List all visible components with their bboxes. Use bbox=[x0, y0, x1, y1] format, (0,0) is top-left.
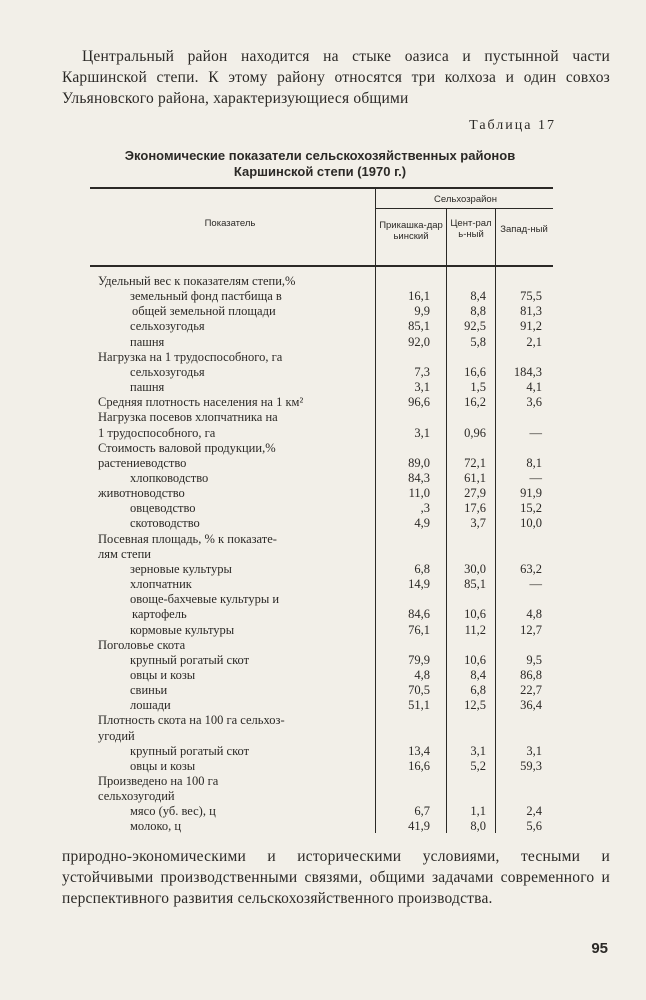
value-prikashkadarya: 84,6 bbox=[408, 607, 430, 622]
value-western: — bbox=[529, 577, 542, 591]
value-prikashkadarya: 16,1 bbox=[408, 289, 430, 304]
value-western: 15,2 bbox=[520, 501, 542, 516]
group-header-rule bbox=[376, 208, 553, 209]
table-row bbox=[0, 592, 646, 606]
row-label: скотоводство bbox=[130, 516, 200, 531]
value-central: 8,0 bbox=[470, 819, 486, 834]
row-label: 1 трудоспособного, га bbox=[98, 425, 216, 440]
intro-paragraph: Центральный район находится на стыке оазиса и пустынной части Каршинской степи. К этому району относятся три колхоза и один совхоз Ульяновского района, характеризующиеся общими bbox=[62, 48, 610, 107]
value-prikashkadarya: 76,1 bbox=[408, 622, 430, 637]
value-central: 3,7 bbox=[470, 516, 486, 531]
table-row bbox=[0, 532, 646, 546]
closing-paragraph: природно-экономическими и историческими условиями, тесными и устойчивыми производственными связями, общими задачами современного и перспективного развития сельскохозяйственного производства. bbox=[62, 848, 610, 907]
row-label: растениеводство bbox=[98, 455, 187, 470]
value-central: 61,1 bbox=[464, 471, 486, 485]
table-top-rule bbox=[90, 187, 553, 189]
value-prikashkadarya: 6,8 bbox=[414, 561, 430, 576]
table-row bbox=[0, 653, 646, 667]
value-prikashkadarya: 16,6 bbox=[408, 758, 430, 773]
value-western: 81,3 bbox=[520, 304, 542, 319]
row-label: свиньи bbox=[130, 683, 168, 697]
row-label: крупный рогатый скот bbox=[130, 743, 250, 758]
table-row bbox=[0, 486, 646, 500]
value-central: 10,6 bbox=[464, 607, 486, 622]
table-row bbox=[0, 350, 646, 364]
value-central: 8,4 bbox=[470, 289, 486, 304]
value-central: 1,5 bbox=[470, 380, 486, 395]
value-central: 0,96 bbox=[464, 425, 486, 440]
value-central: 30,0 bbox=[464, 561, 486, 576]
table-row bbox=[0, 456, 646, 470]
value-western: — bbox=[529, 471, 542, 485]
value-central: 72,1 bbox=[464, 455, 486, 470]
value-prikashkadarya: 4,9 bbox=[414, 516, 430, 531]
value-western: 59,3 bbox=[520, 758, 542, 773]
row-label: картофель bbox=[132, 607, 187, 622]
value-prikashkadarya: 89,0 bbox=[408, 455, 430, 470]
row-label: сельхозугодья bbox=[130, 319, 205, 334]
value-western: 184,3 bbox=[513, 364, 542, 379]
row-label: крупный рогатый скот bbox=[130, 652, 250, 667]
table-row bbox=[0, 395, 646, 409]
row-label: Удельный вес к показателям степи,% bbox=[98, 274, 296, 288]
value-western: 2,4 bbox=[526, 804, 542, 819]
table-row bbox=[0, 759, 646, 773]
value-western: 3,1 bbox=[526, 743, 542, 758]
col-header-indicator: Показатель bbox=[204, 218, 256, 229]
table-row bbox=[0, 804, 646, 818]
table-row bbox=[0, 819, 646, 833]
table-number: Таблица 17 bbox=[469, 118, 556, 133]
value-prikashkadarya: 9,9 bbox=[414, 304, 430, 319]
table-row bbox=[0, 304, 646, 318]
value-prikashkadarya: 6,7 bbox=[414, 804, 430, 819]
table-row bbox=[0, 562, 646, 576]
value-western: 8,1 bbox=[526, 455, 542, 470]
row-label: овцы и козы bbox=[130, 758, 196, 773]
value-central: 5,2 bbox=[470, 758, 486, 773]
page-number: 95 bbox=[591, 940, 608, 957]
value-western: 36,4 bbox=[520, 698, 542, 713]
value-prikashkadarya: 84,3 bbox=[408, 471, 430, 485]
row-label: лям степи bbox=[98, 546, 151, 561]
value-western: 22,7 bbox=[520, 683, 542, 697]
value-western: — bbox=[529, 425, 542, 440]
value-western: 2,1 bbox=[526, 334, 542, 349]
value-western: 63,2 bbox=[520, 561, 542, 576]
row-label: Средняя плотность населения на 1 км² bbox=[98, 395, 304, 410]
table-row bbox=[0, 789, 646, 803]
col-header-central: Цент-раль-ный bbox=[450, 218, 492, 240]
table-row bbox=[0, 441, 646, 455]
table-row bbox=[0, 365, 646, 379]
row-label: зерновые культуры bbox=[130, 561, 232, 576]
table-row bbox=[0, 516, 646, 530]
value-central: 27,9 bbox=[464, 486, 486, 501]
value-central: 16,2 bbox=[464, 395, 486, 410]
table-row bbox=[0, 274, 646, 288]
row-label: Стоимость валовой продукции,% bbox=[98, 440, 276, 455]
table-row bbox=[0, 744, 646, 758]
row-label: мясо (уб. вес), ц bbox=[130, 804, 216, 819]
value-prikashkadarya: 85,1 bbox=[408, 319, 430, 334]
value-central: 8,8 bbox=[470, 304, 486, 319]
value-prikashkadarya: 13,4 bbox=[408, 743, 430, 758]
value-western: 12,7 bbox=[520, 622, 542, 637]
row-label: общей земельной площади bbox=[132, 304, 276, 319]
value-prikashkadarya: 3,1 bbox=[414, 380, 430, 395]
table-row bbox=[0, 638, 646, 652]
value-prikashkadarya: ,3 bbox=[420, 501, 430, 516]
value-prikashkadarya: 70,5 bbox=[408, 683, 430, 697]
table-title: Экономические показатели сельскохозяйственных районов Каршинской степи (1970 г.) bbox=[124, 148, 516, 179]
value-central: 11,2 bbox=[464, 622, 486, 637]
row-label: животноводство bbox=[98, 486, 185, 501]
table-row bbox=[0, 668, 646, 682]
value-central: 5,8 bbox=[470, 334, 486, 349]
row-label: сельхозугодья bbox=[130, 364, 205, 379]
value-central: 8,4 bbox=[470, 667, 486, 682]
table-row bbox=[0, 698, 646, 712]
value-western: 4,1 bbox=[526, 380, 542, 395]
row-label: молоко, ц bbox=[130, 819, 182, 834]
table-row bbox=[0, 410, 646, 424]
table-row bbox=[0, 501, 646, 515]
row-label: Посевная площадь, % к показате- bbox=[98, 531, 277, 546]
table-row bbox=[0, 319, 646, 333]
row-label: пашня bbox=[130, 334, 165, 349]
value-prikashkadarya: 41,9 bbox=[408, 819, 430, 834]
value-prikashkadarya: 92,0 bbox=[408, 334, 430, 349]
value-central: 1,1 bbox=[470, 804, 486, 819]
value-western: 3,6 bbox=[526, 395, 542, 410]
value-central: 3,1 bbox=[470, 743, 486, 758]
row-label: овцы и козы bbox=[130, 667, 196, 682]
row-label: пашня bbox=[130, 380, 165, 395]
value-western: 9,5 bbox=[526, 652, 542, 667]
value-central: 92,5 bbox=[464, 319, 486, 334]
value-prikashkadarya: 7,3 bbox=[414, 364, 430, 379]
value-prikashkadarya: 51,1 bbox=[408, 698, 430, 713]
row-label: сельхозугодий bbox=[98, 789, 175, 804]
table-row bbox=[0, 335, 646, 349]
value-western: 75,5 bbox=[520, 289, 542, 304]
value-western: 91,9 bbox=[520, 486, 542, 501]
table-row bbox=[0, 380, 646, 394]
value-western: 86,8 bbox=[520, 667, 542, 682]
col-header-western: Запад-ный bbox=[500, 224, 548, 235]
table-row bbox=[0, 426, 646, 440]
value-central: 17,6 bbox=[464, 501, 486, 516]
row-label: хлопководство bbox=[130, 471, 209, 485]
value-central: 10,6 bbox=[464, 652, 486, 667]
table-row bbox=[0, 577, 646, 591]
col-header-group: Сельхозрайон bbox=[434, 194, 497, 205]
row-label: Поголовье скота bbox=[98, 637, 186, 652]
row-label: угодий bbox=[98, 728, 135, 743]
value-central: 6,8 bbox=[470, 683, 486, 697]
table-row bbox=[0, 471, 646, 485]
row-label: овцеводство bbox=[130, 501, 196, 516]
row-label: Произведено на 100 га bbox=[98, 774, 219, 788]
value-prikashkadarya: 3,1 bbox=[414, 425, 430, 440]
row-label: Нагрузка посевов хлопчатника на bbox=[98, 410, 278, 425]
row-label: Плотность скота на 100 га сельхоз- bbox=[98, 713, 285, 728]
row-label: хлопчатник bbox=[130, 577, 192, 591]
value-central: 85,1 bbox=[464, 577, 486, 591]
row-label: Нагрузка на 1 трудоспособного, га bbox=[98, 349, 283, 364]
col-header-prikashkadarya: Прикашка-дарьинский bbox=[379, 220, 443, 242]
value-prikashkadarya: 14,9 bbox=[408, 577, 430, 591]
table-row bbox=[0, 289, 646, 303]
table-row bbox=[0, 713, 646, 727]
value-central: 12,5 bbox=[464, 698, 486, 713]
value-western: 5,6 bbox=[526, 819, 542, 834]
value-prikashkadarya: 96,6 bbox=[408, 395, 430, 410]
table-row bbox=[0, 683, 646, 697]
table-row bbox=[0, 729, 646, 743]
row-label: кормовые культуры bbox=[130, 622, 235, 637]
value-prikashkadarya: 79,9 bbox=[408, 652, 430, 667]
table-row bbox=[0, 774, 646, 788]
value-prikashkadarya: 4,8 bbox=[414, 667, 430, 682]
table-row bbox=[0, 607, 646, 621]
row-label: земельный фонд пастбища в bbox=[130, 289, 282, 304]
row-label: овоще-бахчевые культуры и bbox=[130, 592, 280, 607]
table-row bbox=[0, 547, 646, 561]
value-western: 91,2 bbox=[520, 319, 542, 334]
value-prikashkadarya: 11,0 bbox=[408, 486, 430, 501]
header-bottom-rule bbox=[90, 265, 553, 267]
row-label: лошади bbox=[130, 698, 171, 713]
table-row bbox=[0, 623, 646, 637]
value-central: 16,6 bbox=[464, 364, 486, 379]
value-western: 10,0 bbox=[520, 516, 542, 531]
value-western: 4,8 bbox=[526, 607, 542, 622]
